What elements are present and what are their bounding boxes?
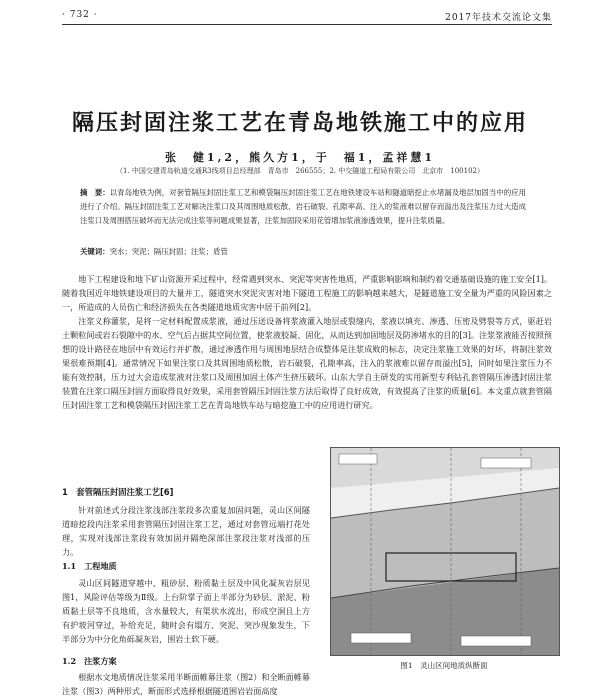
keywords-label: 关键词： [80,247,110,256]
subsection-heading: 1.2 注浆方案 [62,656,117,666]
geology-profile-drawing [331,448,559,655]
abstract-text: 以青岛地铁为例，对套管隔压封固注浆工艺和模袋隔压封固注浆工艺在地铁建设车站和隧道暗挖止水堵漏及地层加固当中的应用进行了介绍。隔压封固注浆工艺对解决注浆口及其周围地质松散、岩石破裂、孔隙率高、注入的浆液难以留存而溢出及注浆压力过大造成注浆口及周围搭压破坏而无法完成注浆等问题成果显著，注浆加固段采用花管增加浆液渗透效果，提升注浆质量。 [80,188,526,225]
paper-title: 隔压封固注浆工艺在青岛地铁施工中的应用 [71,110,528,136]
section1-text: 针对前述式分段注浆浅部注浆段多次重复加固问题，灵山区间隧道暗挖段内注浆采用套管隔压封固注浆工艺，通过对套管远端打花处理，实现对浅部注浆段有效加固并隔绝深部注浆段注浆对浅部的压力。 [62,505,310,557]
header-rule [62,24,552,25]
intro-paragraph: 注浆义称灌浆，是将一定材料配置成浆液，通过压送设备将浆液灌入地层或裂缝内，浆液以填充、渗透、压密及劈裂等方式，驱赶岩土颗粒间或岩石裂隙中的水、空气后占据其空间位置，使浆液胶凝、固化，从而达到加固地层及防渗堵水的目的[3]。注浆浆液能否按照预想的设计路径在地层中有效运行并扩散，通过渗透作用与周围地层结合成整体是注浆成败的标志，决定注浆施工效果的好坏，将制注浆效果很难预期[4]。通常情况下如果注浆口及其周围地质松散，岩石破裂，孔隙率高，注入的浆液难以留存而溢出[5]，同时如果注浆压力不能有效控制，压力过大会造成浆液对注浆口及周围加固土体产生挤压破坏。山东大学自主研发的实用新型专利钻孔套管隔压渗透封固注浆装置在注浆口隔压封固方面取得良好效果，采用套管隔压封固注浆方法后取得了良好成效，有效提高了注浆的质量[6]。本文重点就套管隔压封固注浆工艺和模袋隔压封固注浆工艺在青岛地铁车站与暗挖施工中的应用进行研究。 [62,316,552,410]
keywords-text: 突水；突泥；隔压封固；注浆；盾管 [109,247,228,256]
author-list: 张 健1,2，熊久方1，于 福1，孟祥慧1 [164,151,436,164]
geology-text: 灵山区间隧道穿越中、粗砂层、粉质黏土层及中风化凝灰岩层见图1，风险评估等级为Ⅱ级。上台阶掌子面上半部分为砂层、淤泥、粉质黏土层等不良地质，含水量较大，有渠状水流出，形成空洞且上方有护坡河穿过，补给充足，随时会有塌方、突泥、突沙现象发生，下半部分为中分化角砾凝灰岩，围岩土软下硬。 [62,578,310,644]
abstract-label: 摘 要： [80,188,110,197]
section-heading: 1 套管隔压封固注浆工艺[6] [62,487,174,497]
figure-caption: 图1 灵山区间地质纵断面 [400,661,488,670]
running-header: 2017年技术交流论文集 [445,13,552,23]
subsection-heading: 1.1 工程地质 [62,561,117,571]
grouting-plan-text: 根据水文地质情况注浆采用半断面帷幕注浆（图2）和全断面帷幕注浆（图3）两种形式，断面形式选择根据隧道围岩岩面高度 [62,672,310,696]
section-paragraph [62,503,310,559]
author-affiliation: （1. 中国交建青岛轨道交通R3线项目总经理部 青岛市 266555；2. 中交隧道工程局有限公司 北京市 100102） [116,167,484,175]
geology-profile-figure [330,447,560,656]
page-number: · 732 · [62,10,98,20]
keywords [80,246,526,257]
introduction [62,272,552,412]
subsection-paragraph [62,670,310,696]
subsection-paragraph [62,576,310,646]
abstract [80,186,526,228]
intro-paragraph: 地下工程建设和地下矿山资源开采过程中，经常遇到突水、突泥等突害性地质，严重影响影响和制约着交通基础设施的施工安全[1]。随着我国近年地铁建设项目的大量并工，隧道突水突泥灾害对地下隧道工程施工的影响越来越大，是隧道施工安全量为严重的风险因素之一，所造成的人员伤亡和经济损失在各类隧道地质灾害中居于前列[2]。 [62,274,552,312]
